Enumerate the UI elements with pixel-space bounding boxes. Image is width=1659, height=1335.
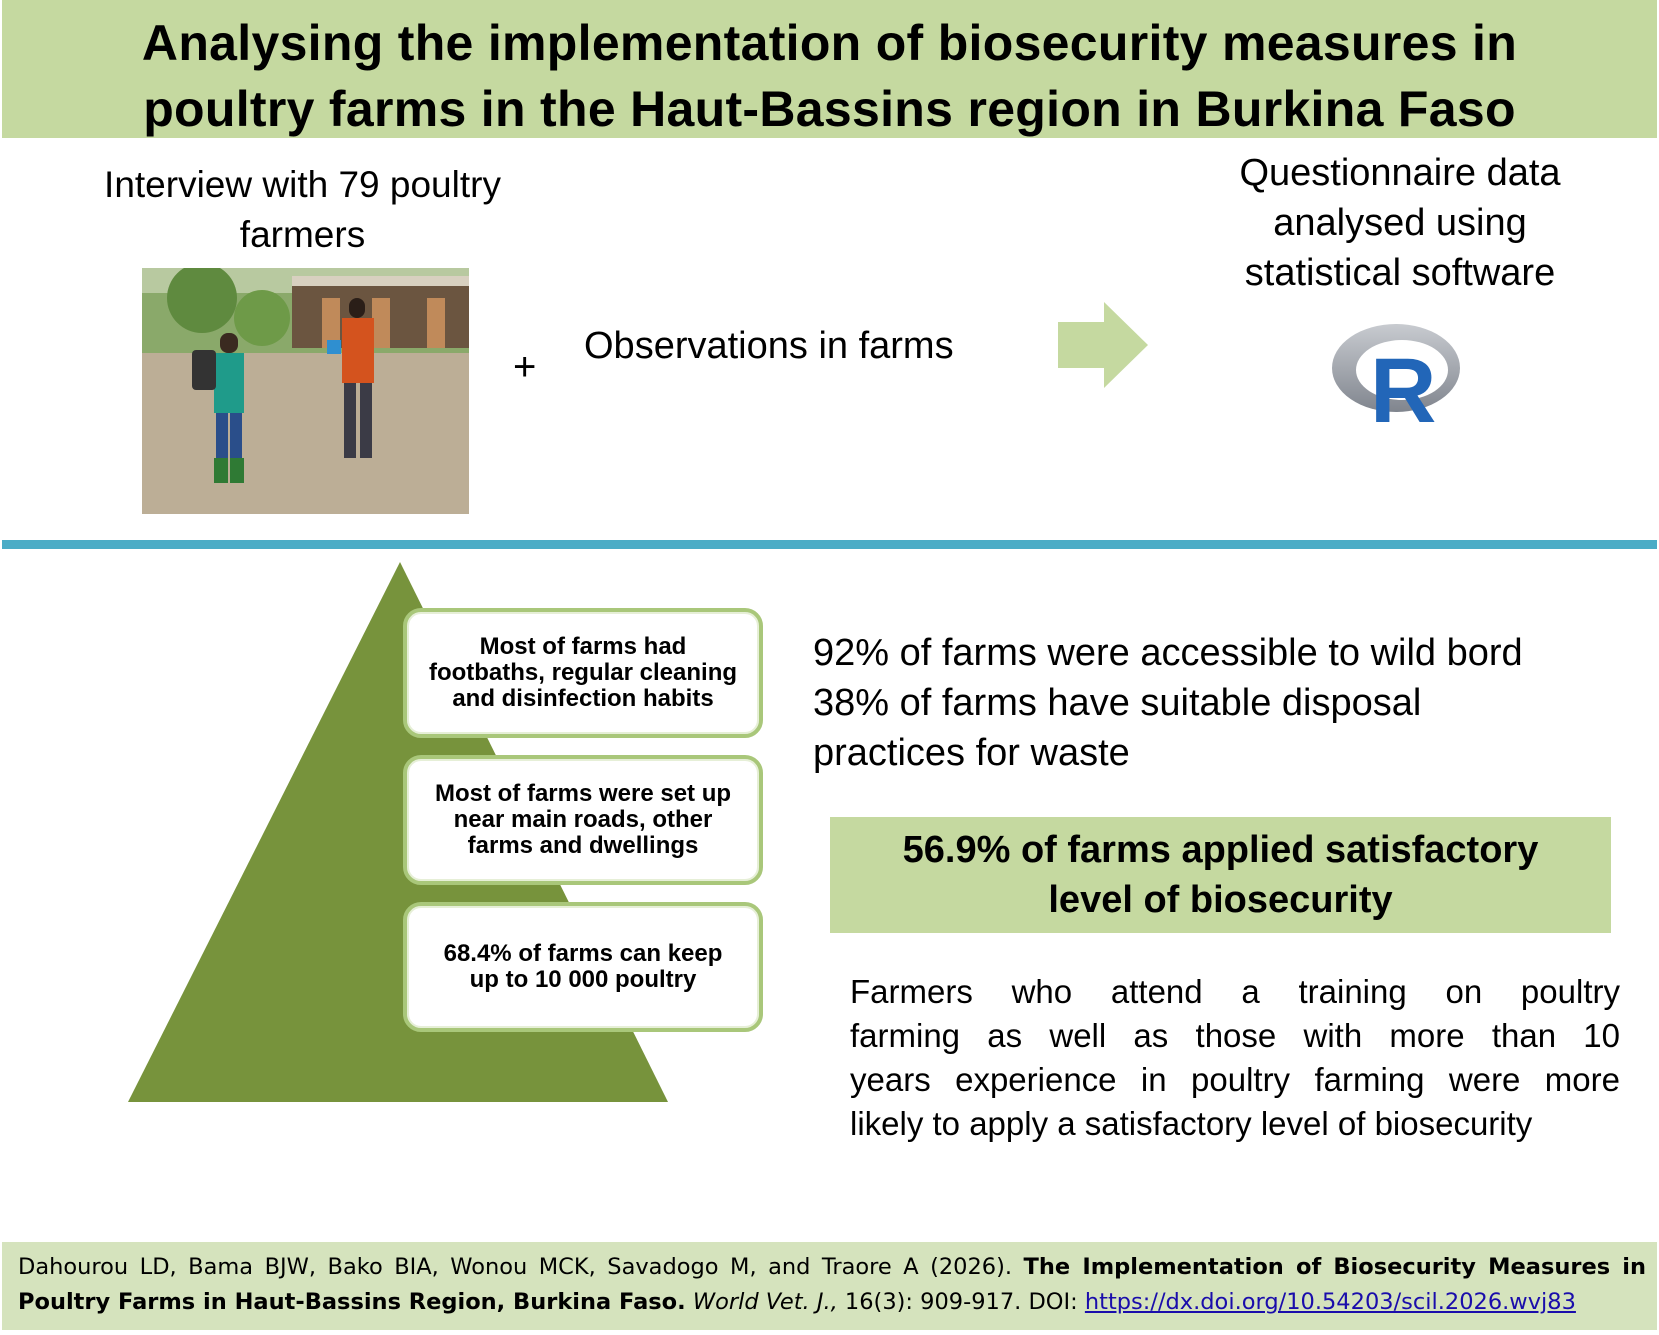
farmers-finding-line-3: years experience in poultry farming were more bbox=[850, 1061, 1620, 1098]
pyramid-box-capacity-line-1: 68.4% of farms can keep bbox=[443, 940, 723, 967]
stat-wild-bird-access: 92% of farms were accessible to wild bord bbox=[813, 632, 1523, 674]
stat-waste-disposal-line-1: 38% of farms have suitable disposal bbox=[813, 682, 1422, 724]
pyramid-box-hygiene-line-1: Most of farms had bbox=[479, 633, 687, 660]
key-finding-box bbox=[830, 817, 1611, 933]
doi-link[interactable]: https://dx.doi.org/10.54203/scil.2026.wvj83 bbox=[1084, 1289, 1576, 1315]
stat-waste-disposal-line-2: practices for waste bbox=[813, 732, 1130, 774]
pyramid-box-hygiene-line-2: footbaths, regular cleaning bbox=[428, 659, 738, 686]
pyramid-box-location-line-1: Most of farms were set up bbox=[434, 780, 732, 807]
results-stats bbox=[813, 628, 1523, 778]
title-line-2: poultry farms in the Haut-Bassins region in Burkina Faso bbox=[143, 81, 1516, 137]
interview-label-line-2: farmers bbox=[239, 214, 366, 255]
interview-label bbox=[60, 160, 545, 260]
farmers-finding-line-4: likely to apply a satisfactory level of biosecurity bbox=[850, 1105, 1533, 1142]
citation-journal: World Vet. J., bbox=[692, 1289, 838, 1315]
farmers-finding-line-1: Farmers who attend a training on poultry bbox=[850, 973, 1620, 1010]
farmers-finding bbox=[850, 970, 1620, 1146]
pyramid-box-hygiene-line-3: and disinfection habits bbox=[452, 685, 714, 712]
citation-authors: Dahourou LD, Bama BJW, Bako BIA, Wonou MCK, Savadogo M, and Traore A (2026). bbox=[18, 1254, 1024, 1280]
observations-label: Observations in farms bbox=[584, 325, 954, 367]
questionnaire-line-2: analysed using bbox=[1273, 202, 1527, 244]
r-logo-icon bbox=[1330, 320, 1465, 425]
farmers-finding-line-2: farming as well as those with more than 10 bbox=[850, 1017, 1620, 1054]
key-finding-line-2: level of biosecurity bbox=[1048, 879, 1393, 921]
r-logo-letter: R bbox=[1370, 340, 1437, 425]
right-arrow-icon bbox=[1058, 302, 1148, 388]
questionnaire-line-3: statistical software bbox=[1244, 252, 1556, 294]
pyramid-box-capacity-line-2: up to 10 000 poultry bbox=[469, 966, 697, 993]
pyramid-box-location-line-2: near main roads, other bbox=[453, 806, 713, 833]
interview-label-line-1: Interview with 79 poultry bbox=[104, 164, 501, 205]
pyramid-box-hygiene bbox=[403, 608, 763, 738]
citation bbox=[18, 1250, 1646, 1320]
field-interview-photo bbox=[142, 268, 469, 514]
pyramid-box-capacity bbox=[403, 902, 763, 1032]
section-divider bbox=[2, 540, 1657, 549]
citation-volume-pages: 16(3): 909-917. DOI: bbox=[837, 1289, 1085, 1315]
pyramid-box-location-line-3: farms and dwellings bbox=[467, 832, 699, 859]
questionnaire-line-1: Questionnaire data bbox=[1239, 152, 1561, 194]
questionnaire-label bbox=[1180, 148, 1620, 298]
pyramid-box-location bbox=[403, 755, 763, 885]
photo-illustration bbox=[142, 268, 469, 514]
citation-article-title: The Implementation of Biosecurity Measures in Poultry Farms in Haut-Bassins Region, Burkina Faso. bbox=[18, 1254, 1646, 1315]
key-finding-line-1: 56.9% of farms applied satisfactory bbox=[902, 829, 1539, 871]
plus-sign: + bbox=[513, 345, 537, 389]
page-title bbox=[0, 10, 1659, 142]
title-line-1: Analysing the implementation of biosecurity measures in bbox=[141, 15, 1518, 71]
